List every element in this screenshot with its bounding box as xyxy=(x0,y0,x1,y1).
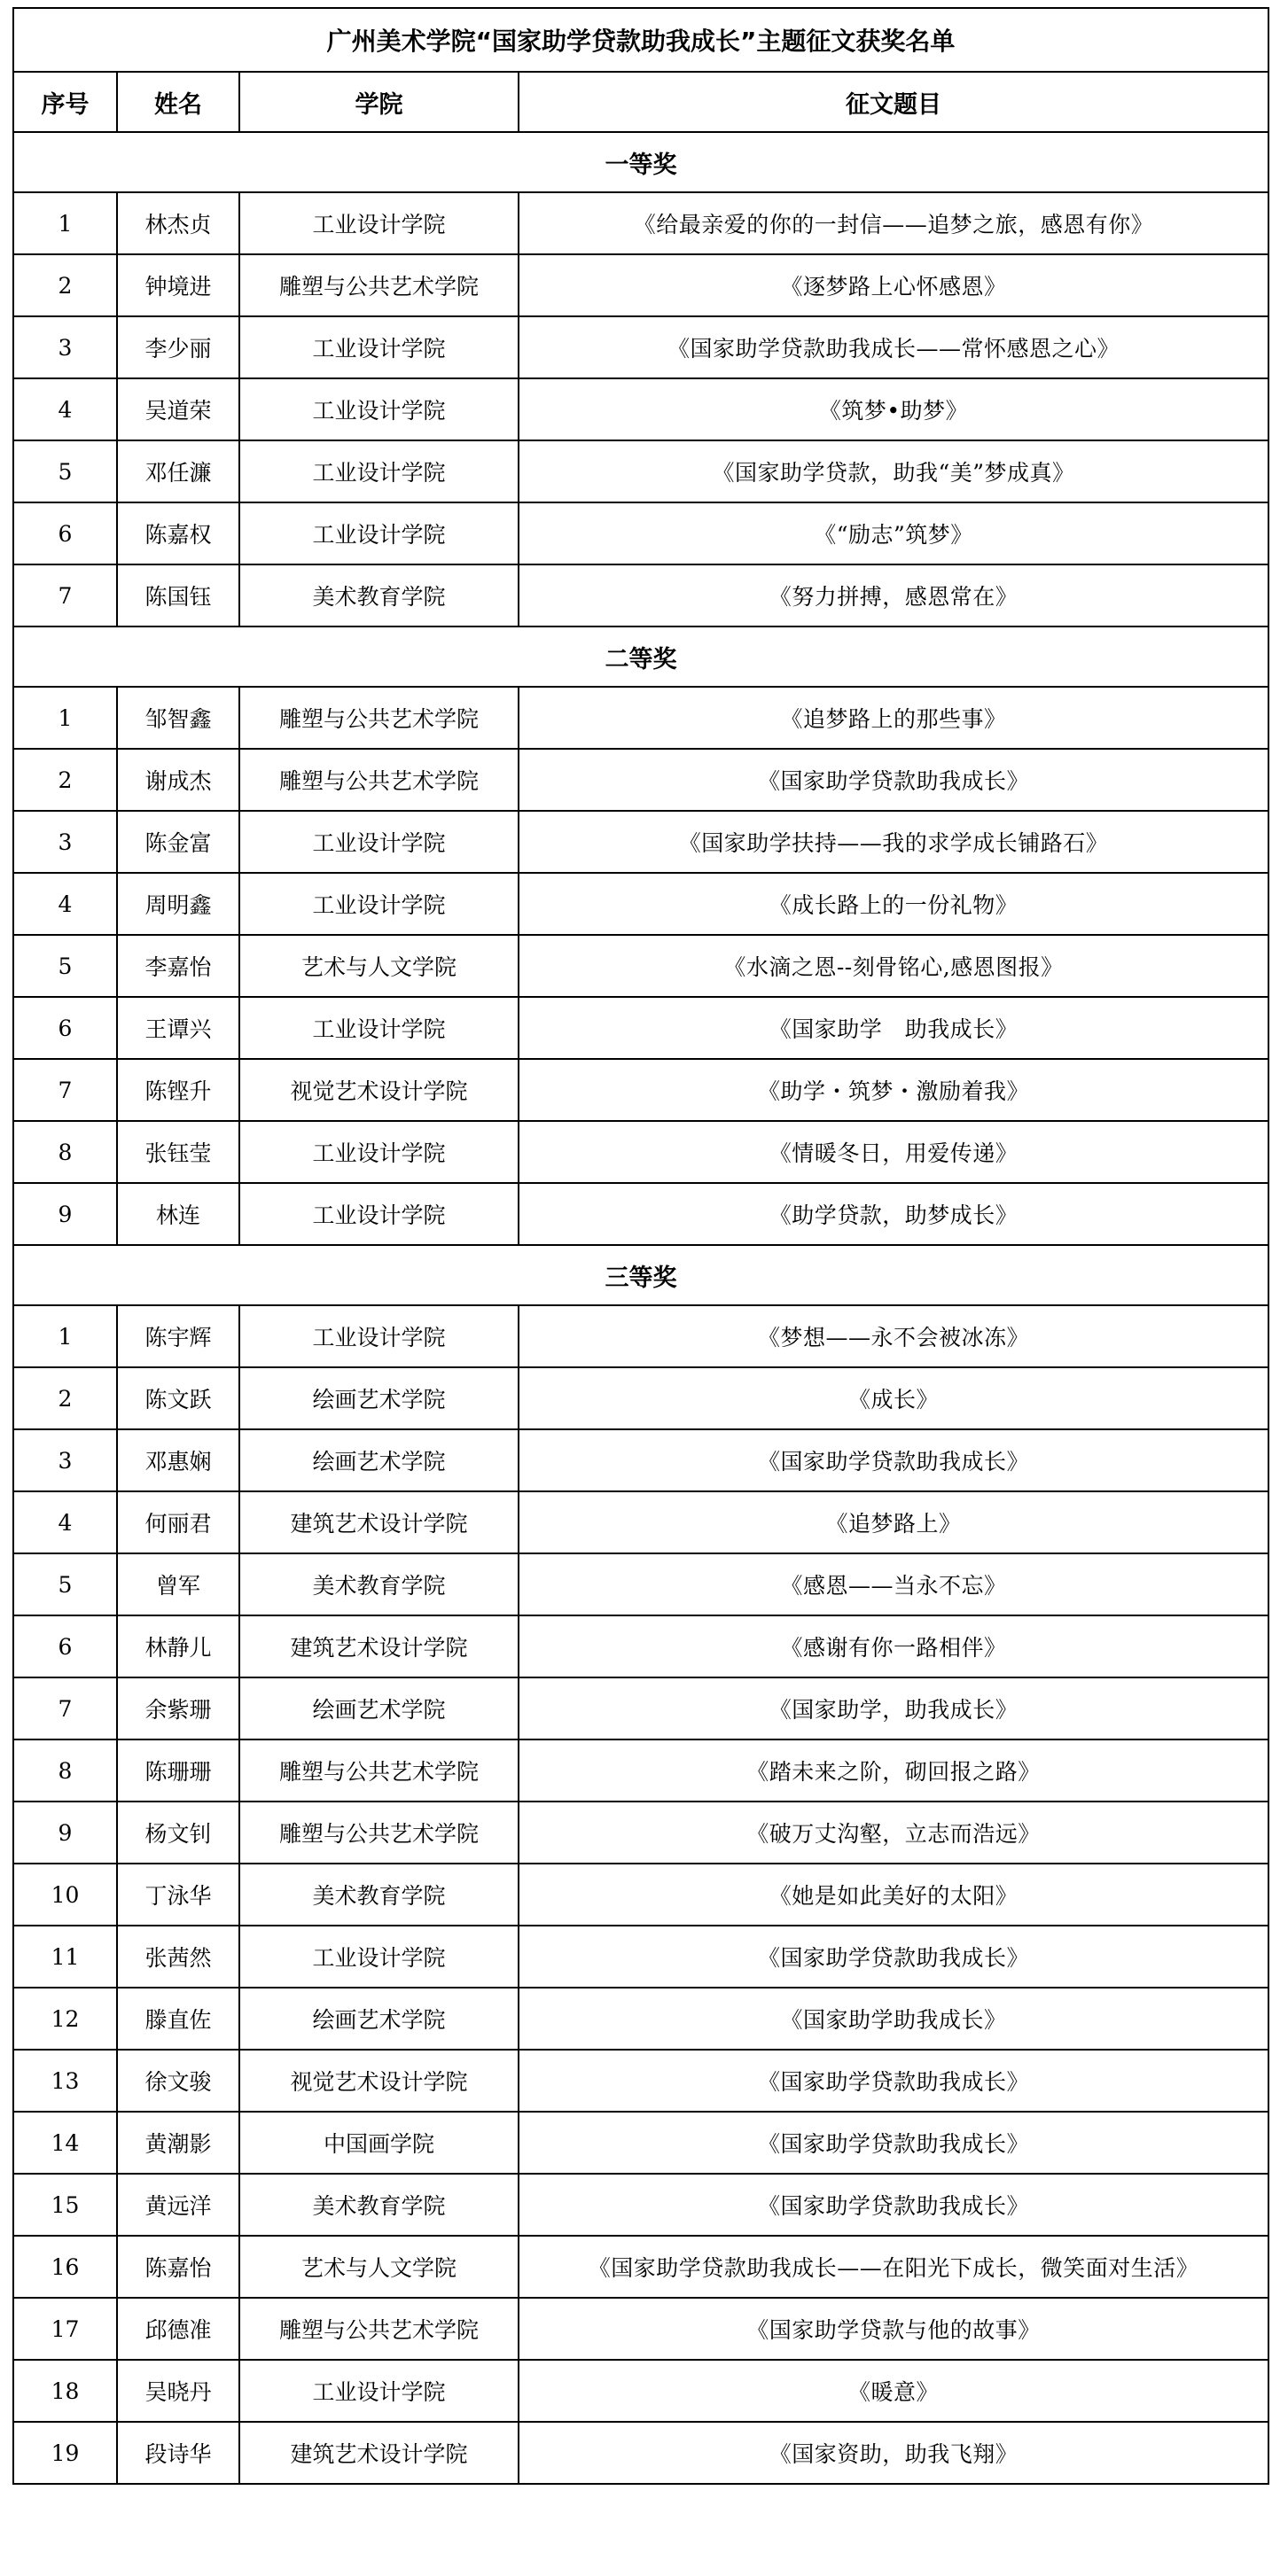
cell-name: 吴道荣 xyxy=(117,378,239,440)
cell-college: 工业设计学院 xyxy=(239,2360,519,2422)
cell-number: 4 xyxy=(13,1491,117,1553)
cell-college: 美术教育学院 xyxy=(239,2174,519,2236)
cell-name: 邓惠娴 xyxy=(117,1429,239,1491)
cell-number: 7 xyxy=(13,564,117,626)
cell-college: 绘画艺术学院 xyxy=(239,1367,519,1429)
cell-college: 建筑艺术设计学院 xyxy=(239,2422,519,2484)
cell-college: 工业设计学院 xyxy=(239,378,519,440)
cell-college: 工业设计学院 xyxy=(239,1183,519,1245)
cell-essay-title: 《国家助学扶持——我的求学成长铺路石》 xyxy=(519,811,1268,873)
cell-essay-title: 《国家助学贷款助我成长》 xyxy=(519,1429,1268,1491)
cell-name: 邓任濂 xyxy=(117,440,239,502)
cell-essay-title: 《暖意》 xyxy=(519,2360,1268,2422)
cell-name: 陈宇辉 xyxy=(117,1305,239,1367)
cell-number: 19 xyxy=(13,2422,117,2484)
table-row xyxy=(13,2112,1268,2174)
table-row xyxy=(13,1988,1268,2050)
cell-name: 杨文钊 xyxy=(117,1802,239,1864)
cell-number: 2 xyxy=(13,1367,117,1429)
table-row xyxy=(13,2174,1268,2236)
cell-name: 丁泳华 xyxy=(117,1864,239,1926)
cell-number: 5 xyxy=(13,1553,117,1615)
cell-essay-title: 《追梦路上》 xyxy=(519,1491,1268,1553)
table-row xyxy=(13,378,1268,440)
table-row xyxy=(13,2298,1268,2360)
cell-college: 工业设计学院 xyxy=(239,873,519,935)
table-row xyxy=(13,1183,1268,1245)
cell-essay-title: 《助学・筑梦・激励着我》 xyxy=(519,1059,1268,1121)
table-row xyxy=(13,1802,1268,1864)
cell-number: 4 xyxy=(13,378,117,440)
cell-number: 18 xyxy=(13,2360,117,2422)
cell-essay-title: 《国家助学贷款助我成长》 xyxy=(519,1926,1268,1988)
table-row xyxy=(13,1121,1268,1183)
cell-essay-title: 《国家助学助我成长》 xyxy=(519,1988,1268,2050)
header-number: 序号 xyxy=(13,72,117,132)
cell-number: 6 xyxy=(13,997,117,1059)
cell-essay-title: 《破万丈沟壑，立志而浩远》 xyxy=(519,1802,1268,1864)
cell-name: 林静儿 xyxy=(117,1615,239,1677)
cell-name: 徐文骏 xyxy=(117,2050,239,2112)
cell-name: 陈嘉权 xyxy=(117,502,239,564)
cell-essay-title: 《国家助学贷款助我成长》 xyxy=(519,749,1268,811)
cell-number: 7 xyxy=(13,1677,117,1739)
cell-college: 艺术与人文学院 xyxy=(239,2236,519,2298)
cell-college: 美术教育学院 xyxy=(239,564,519,626)
cell-number: 15 xyxy=(13,2174,117,2236)
cell-essay-title: 《国家助学贷款助我成长》 xyxy=(519,2112,1268,2174)
table-row xyxy=(13,1926,1268,1988)
header-college: 学院 xyxy=(239,72,519,132)
cell-college: 工业设计学院 xyxy=(239,192,519,254)
document-title: 广州美术学院“国家助学贷款助我成长”主题征文获奖名单 xyxy=(13,8,1268,72)
table-row xyxy=(13,997,1268,1059)
section-row xyxy=(13,132,1268,192)
cell-name: 林连 xyxy=(117,1183,239,1245)
cell-name: 何丽君 xyxy=(117,1491,239,1553)
cell-number: 1 xyxy=(13,192,117,254)
cell-name: 陈国钰 xyxy=(117,564,239,626)
cell-college: 绘画艺术学院 xyxy=(239,1988,519,2050)
cell-name: 段诗华 xyxy=(117,2422,239,2484)
table-row xyxy=(13,254,1268,316)
table-body xyxy=(13,8,1268,2484)
cell-college: 工业设计学院 xyxy=(239,1305,519,1367)
cell-college: 绘画艺术学院 xyxy=(239,1677,519,1739)
cell-essay-title: 《她是如此美好的太阳》 xyxy=(519,1864,1268,1926)
cell-essay-title: 《国家助学贷款助我成长》 xyxy=(519,2174,1268,2236)
table-row xyxy=(13,749,1268,811)
cell-number: 6 xyxy=(13,1615,117,1677)
cell-number: 17 xyxy=(13,2298,117,2360)
cell-number: 8 xyxy=(13,1121,117,1183)
table-row xyxy=(13,1615,1268,1677)
cell-number: 14 xyxy=(13,2112,117,2174)
cell-essay-title: 《逐梦路上心怀感恩》 xyxy=(519,254,1268,316)
table-row xyxy=(13,811,1268,873)
cell-name: 周明鑫 xyxy=(117,873,239,935)
award-list-table xyxy=(12,7,1269,2485)
cell-number: 9 xyxy=(13,1802,117,1864)
cell-name: 王谭兴 xyxy=(117,997,239,1059)
table-row xyxy=(13,1739,1268,1802)
title-row xyxy=(13,8,1268,72)
table-row xyxy=(13,1367,1268,1429)
table-row xyxy=(13,935,1268,997)
table-row xyxy=(13,1553,1268,1615)
cell-essay-title: 《追梦路上的那些事》 xyxy=(519,687,1268,749)
cell-college: 建筑艺术设计学院 xyxy=(239,1615,519,1677)
cell-college: 雕塑与公共艺术学院 xyxy=(239,2298,519,2360)
section-label: 三等奖 xyxy=(13,1245,1268,1305)
header-row xyxy=(13,72,1268,132)
cell-essay-title: 《梦想——永不会被冰冻》 xyxy=(519,1305,1268,1367)
cell-name: 李嘉怡 xyxy=(117,935,239,997)
cell-name: 余紫珊 xyxy=(117,1677,239,1739)
cell-name: 谢成杰 xyxy=(117,749,239,811)
cell-number: 8 xyxy=(13,1739,117,1802)
section-row xyxy=(13,1245,1268,1305)
cell-essay-title: 《水滴之恩--刻骨铭心,感恩图报》 xyxy=(519,935,1268,997)
cell-essay-title: 《感谢有你一路相伴》 xyxy=(519,1615,1268,1677)
cell-college: 美术教育学院 xyxy=(239,1864,519,1926)
cell-essay-title: 《国家助学，助我成长》 xyxy=(519,1677,1268,1739)
section-row xyxy=(13,626,1268,687)
table-row xyxy=(13,2422,1268,2484)
cell-name: 陈嘉怡 xyxy=(117,2236,239,2298)
cell-number: 4 xyxy=(13,873,117,935)
cell-essay-title: 《国家助学贷款助我成长》 xyxy=(519,2050,1268,2112)
header-name: 姓名 xyxy=(117,72,239,132)
table-row xyxy=(13,2360,1268,2422)
table-row xyxy=(13,1864,1268,1926)
cell-name: 邹智鑫 xyxy=(117,687,239,749)
cell-name: 陈珊珊 xyxy=(117,1739,239,1802)
cell-essay-title: 《国家助学贷款，助我“美”梦成真》 xyxy=(519,440,1268,502)
cell-college: 工业设计学院 xyxy=(239,811,519,873)
cell-essay-title: 《国家助学 助我成长》 xyxy=(519,997,1268,1059)
table-row xyxy=(13,440,1268,502)
cell-college: 雕塑与公共艺术学院 xyxy=(239,749,519,811)
cell-number: 5 xyxy=(13,935,117,997)
header-essay-title: 征文题目 xyxy=(519,72,1268,132)
cell-college: 雕塑与公共艺术学院 xyxy=(239,1739,519,1802)
cell-college: 雕塑与公共艺术学院 xyxy=(239,254,519,316)
cell-number: 3 xyxy=(13,316,117,378)
cell-essay-title: 《国家助学贷款助我成长——常怀感恩之心》 xyxy=(519,316,1268,378)
table-row xyxy=(13,873,1268,935)
cell-number: 2 xyxy=(13,254,117,316)
cell-essay-title: 《助学贷款，助梦成长》 xyxy=(519,1183,1268,1245)
cell-college: 雕塑与公共艺术学院 xyxy=(239,1802,519,1864)
cell-number: 1 xyxy=(13,1305,117,1367)
table-row xyxy=(13,2236,1268,2298)
cell-essay-title: 《努力拼搏，感恩常在》 xyxy=(519,564,1268,626)
cell-name: 陈文跃 xyxy=(117,1367,239,1429)
cell-essay-title: 《成长路上的一份礼物》 xyxy=(519,873,1268,935)
table-row xyxy=(13,316,1268,378)
table-row xyxy=(13,1429,1268,1491)
cell-college: 中国画学院 xyxy=(239,2112,519,2174)
cell-name: 陈铿升 xyxy=(117,1059,239,1121)
table-row xyxy=(13,1677,1268,1739)
cell-college: 建筑艺术设计学院 xyxy=(239,1491,519,1553)
cell-essay-title: 《感恩——当永不忘》 xyxy=(519,1553,1268,1615)
cell-college: 工业设计学院 xyxy=(239,502,519,564)
cell-name: 黄远洋 xyxy=(117,2174,239,2236)
cell-essay-title: 《踏未来之阶，砌回报之路》 xyxy=(519,1739,1268,1802)
cell-number: 3 xyxy=(13,1429,117,1491)
cell-number: 13 xyxy=(13,2050,117,2112)
cell-number: 5 xyxy=(13,440,117,502)
cell-name: 吴晓丹 xyxy=(117,2360,239,2422)
cell-number: 6 xyxy=(13,502,117,564)
cell-essay-title: 《筑梦•助梦》 xyxy=(519,378,1268,440)
table-row xyxy=(13,1059,1268,1121)
cell-essay-title: 《情暖冬日，用爱传递》 xyxy=(519,1121,1268,1183)
cell-name: 黄潮影 xyxy=(117,2112,239,2174)
cell-college: 视觉艺术设计学院 xyxy=(239,1059,519,1121)
cell-number: 3 xyxy=(13,811,117,873)
cell-essay-title: 《“励志”筑梦》 xyxy=(519,502,1268,564)
cell-name: 林杰贞 xyxy=(117,192,239,254)
cell-essay-title: 《成长》 xyxy=(519,1367,1268,1429)
cell-number: 11 xyxy=(13,1926,117,1988)
cell-college: 工业设计学院 xyxy=(239,440,519,502)
section-label: 二等奖 xyxy=(13,626,1268,687)
cell-college: 工业设计学院 xyxy=(239,1121,519,1183)
cell-number: 9 xyxy=(13,1183,117,1245)
table-row xyxy=(13,502,1268,564)
cell-college: 绘画艺术学院 xyxy=(239,1429,519,1491)
cell-name: 滕直佐 xyxy=(117,1988,239,2050)
cell-name: 张茜然 xyxy=(117,1926,239,1988)
cell-name: 曾军 xyxy=(117,1553,239,1615)
cell-essay-title: 《国家助学贷款与他的故事》 xyxy=(519,2298,1268,2360)
cell-number: 7 xyxy=(13,1059,117,1121)
cell-college: 艺术与人文学院 xyxy=(239,935,519,997)
cell-number: 16 xyxy=(13,2236,117,2298)
table-row xyxy=(13,2050,1268,2112)
table-row xyxy=(13,687,1268,749)
cell-name: 陈金富 xyxy=(117,811,239,873)
cell-essay-title: 《给最亲爱的你的一封信——追梦之旅，感恩有你》 xyxy=(519,192,1268,254)
cell-name: 李少丽 xyxy=(117,316,239,378)
cell-number: 1 xyxy=(13,687,117,749)
section-label: 一等奖 xyxy=(13,132,1268,192)
cell-name: 张钰莹 xyxy=(117,1121,239,1183)
table-row xyxy=(13,1491,1268,1553)
cell-essay-title: 《国家助学贷款助我成长——在阳光下成长，微笑面对生活》 xyxy=(519,2236,1268,2298)
cell-college: 工业设计学院 xyxy=(239,316,519,378)
cell-number: 12 xyxy=(13,1988,117,2050)
cell-number: 10 xyxy=(13,1864,117,1926)
cell-college: 视觉艺术设计学院 xyxy=(239,2050,519,2112)
cell-name: 钟境进 xyxy=(117,254,239,316)
table-row xyxy=(13,564,1268,626)
cell-number: 2 xyxy=(13,749,117,811)
cell-college: 工业设计学院 xyxy=(239,997,519,1059)
cell-college: 美术教育学院 xyxy=(239,1553,519,1615)
table-row xyxy=(13,1305,1268,1367)
cell-college: 雕塑与公共艺术学院 xyxy=(239,687,519,749)
table-row xyxy=(13,192,1268,254)
cell-college: 工业设计学院 xyxy=(239,1926,519,1988)
cell-essay-title: 《国家资助，助我飞翔》 xyxy=(519,2422,1268,2484)
cell-name: 邱德准 xyxy=(117,2298,239,2360)
